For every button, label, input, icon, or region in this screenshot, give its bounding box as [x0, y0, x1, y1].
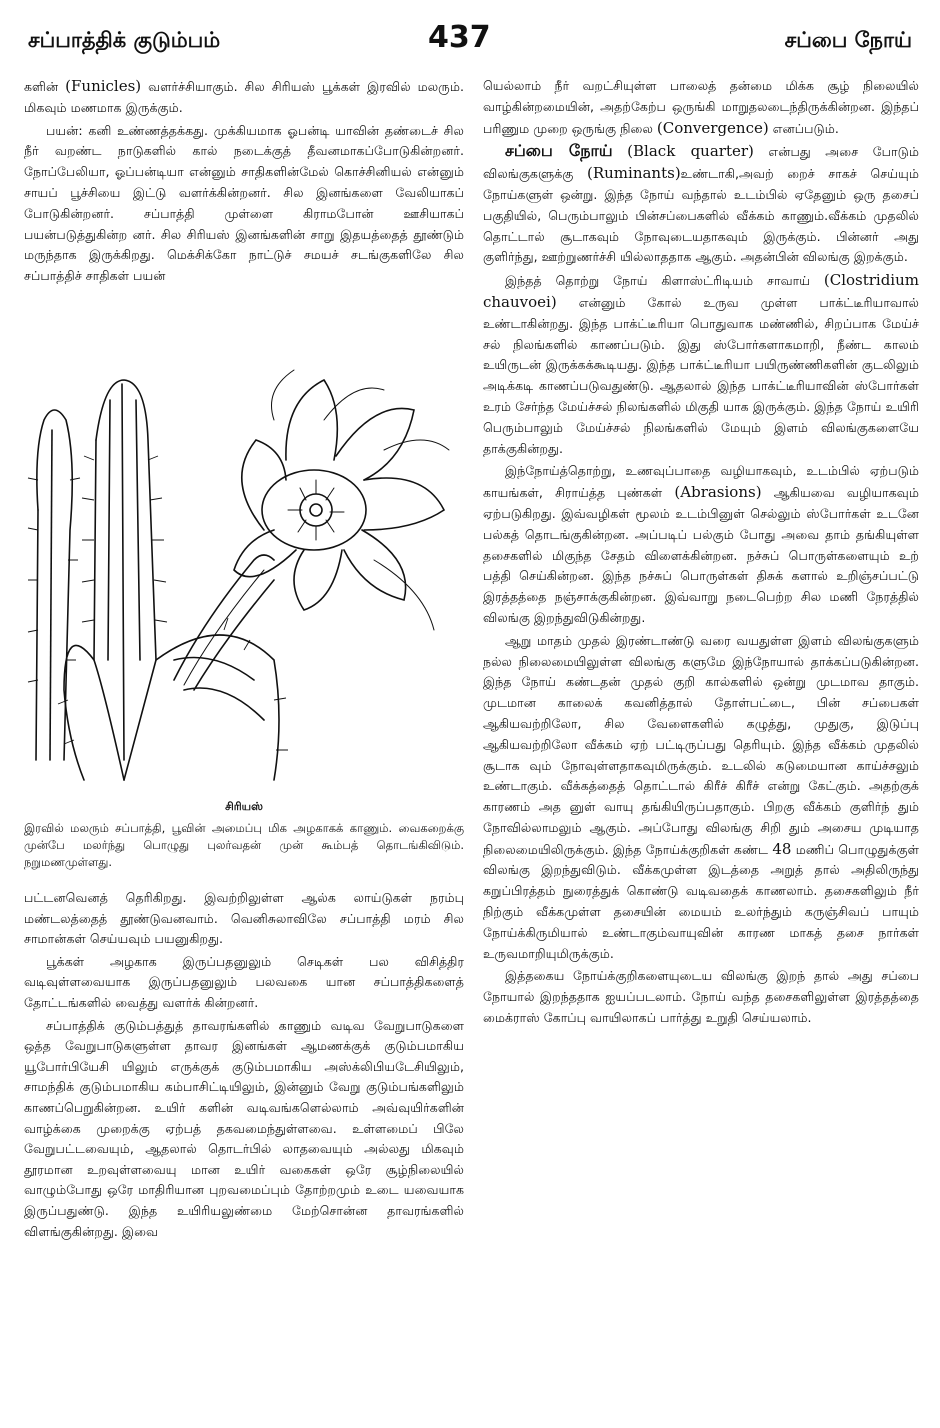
- header-right-title: சப்பை நோய்: [784, 28, 912, 52]
- latin-term: 48: [772, 839, 792, 858]
- text-run: என்னும் கோல் உருவ முள்ள பாக்ட்டீரியாவால் உண்டாகின்றது. இந்த பாக்ட்டீரியா பொதுவாக மண்ணில், சிறப்பாக மேய்ச் சல் நிலங்களில் காணப்படும். இது ஸ்போர்களாகமாறி, நீண்ட காலம் உயிருடன் இருக்கக்கூடியது. இந்த பாக்ட்டீரியா பயிருண்ணிகளின் குடலிலும் அடிக்கடி காணப்படுவதுண்டு. ஆதலால் இந்த பாக்ட்டீரியாவின் ஸ்போர்கள் உரம் சேர்ந்த மேய்ச்சல் நிலங்களில் மிகுதி யாக இருக்கும். இந்த நோய் உயிரி பெரும்பாலும் மேய்ச்சல் நிலங்களில் மேயும் இளம் விலங்குகளையே தாக்குகின்றது.: [483, 294, 919, 456]
- text-run: உண்டாகி,அவற் றைச் சாகச் செய்யும் நோய்களுள் ஒன்று. இந்த நோய் வந்தால் உடம்பில் ஏதேனும் ஒரு தசைப் பகுதியில், பெரும்பாலும் பின்சப்பைகளில் வீக்கம் காணும்.வீக்கம் முதலில் தொட்டால் சூடாகவும் நோவுடையதாகவும் இருக்கும். பின்னர் அது குளிர்ந்து, ஊற்றுணர்ச்சி யில்லாததாக ஆகும். அதன்பின் விலங்கு இறக்கும்.: [483, 166, 919, 265]
- latin-term: (Ruminants): [587, 164, 681, 183]
- paragraph: பட்டனவெனத் தெரிகிறது. இவற்றிலுள்ள ஆல்க லாய்டுகள் நரம்பு மண்டலத்தைத் தூண்டுவனவாம். வெனிசுலாவிலே சப்பாத்தி மரம் சில சாமான்கள் செய்யவும் பயனுகிறது.: [24, 890, 464, 947]
- text-run: என்பது அசை போடும் விலங்குகளுக்கு: [483, 144, 919, 182]
- paragraph: [483, 76, 919, 139]
- paragraph: இத்தகைய நோய்க்குறிகளையுடைய விலங்கு இறந் தால் அது சப்பை நோயால் இறந்ததாக ஐயப்படலாம். நோய் வந்த தசைகளிலுள்ள இரத்தத்தை மைக்ராஸ் கோப்பு வாயிலாகப் பார்த்து உறுதி செய்யலாம்.: [483, 968, 919, 1026]
- paragraph: [24, 76, 464, 119]
- paragraph: பூக்கள் அழகாக இருப்பதனுலும் செடிகள் பல விசித்திர வடிவுள்ளவையாக இருப்பதனுலும் பலவகை யான சப்பாத்திகளைத் தோட்டங்களில் வைத்து வளர்க் கின்றனர்.: [24, 953, 464, 1010]
- paragraph: [483, 461, 919, 628]
- paragraph: சப்பாத்திக் குடும்பத்துத் தாவரங்களில் காணும் வடிவ வேறுபாடுகளை ஒத்த வேறுபாடுகளுள்ள தாவர இனங்கள் ஆமணக்குக் குடும்பமாகிய யூபோர்பியேசி யிலும் எருக்குக் குடும்பமாகிய அஸ்க்லிபியடேசியிலும், சாமந்திக் குடும்பமாகிய கம்பாசிட்டியிலும், இன்னும் வேறு குடும்பங்களிலும் காணப்பெறுகின்றன. உயிர் களின் வடிவங்களெல்லாம் அவ்வுயிர்களின் வாழ்க்கை முறைக்கு ஏற்பத் தகவமைந்துள்ளவை. உள்ளமைப் பிலே வேறுபட்டவையும், ஆதலால் தொடர்பில் லாதவையும் அல்லது மிகவும் தூரமான உறவுள்ளவையு மான உயிர் வகைகள் ஒரே சூழ்நிலையில் வாழும்போது ஒரே மாதிரியான புறவமைப்பும் தோற்றமும் உடை யவையாக இருப்பதுண்டு. இந்த உயிரியலுண்மை மேற்சொன்ன தாவரங்களில் விளங்குகின்றது. இவை: [24, 1017, 464, 1239]
- latin-term: (Clostridium chauvoei): [483, 271, 919, 311]
- text-run: எனப்படும்.: [768, 120, 839, 136]
- paragraph: [483, 631, 919, 965]
- text-run: இந்தத் தொற்று நோய் கிளாஸ்ட்ரிடியம் சாவாய்: [505, 273, 824, 289]
- header-left-title: சப்பாத்திக் குடும்பம்: [28, 28, 221, 52]
- latin-term: (Convergence): [656, 118, 769, 137]
- entry-heading: சப்பை நோய்: [505, 141, 613, 161]
- text-run: களின்: [24, 79, 66, 94]
- paragraph: [483, 141, 919, 268]
- left-column-top: [24, 76, 464, 289]
- text-run: இந்நோய்த்தொற்று, உணவுப்பாதை வழியாகவும், உடம்பில் ஏற்படும் காயங்கள், சிராய்த்த புண்கள்: [483, 463, 919, 501]
- page-number: 437: [428, 20, 491, 55]
- latin-term: (Abrasions): [674, 483, 762, 502]
- text-run: ஆகியவை வழியாகவும் ஏற்படுகிறது. இவ்வழிகள் மூலம் உடம்பினுள் செல்லும் ஸ்போர்கள் உடனே பல்கத் தொடங்குகின்றன. அப்படிப் பல்கும் போது அவை தாம் தங்கியுள்ள தசைகளில் மிகுந்த சேதம் விளைக்கின்றன. நச்சுப் பொருள்களையும் உற் பத்தி செய்கின்றன. இந்த நச்சுப் பொருள்கள் திசுக் களால் உறிஞ்சப்பட்டு இரத்தத்தை நஞ்சாக்குகின்றன. இவ்வாறு நடைபெற்ற சில மணி நேரத்தில் விலங்கு இறந்துவிடுகின்றது.: [483, 485, 919, 625]
- paragraph: பயன்: கனி உண்ணத்தக்கது. முக்கியமாக ஓபன்டி யாவின் தண்டைச் சில நீர் வறண்ட நாடுகளில் கால் நடைக்குத் தீவனமாகப்போடுகின்றனர். நோப்பேலியா, ஓப்பன்டியா என்னும் சாதிகளின்மேல் கொச்சினியல் என்னும் சாயப் பூச்சியை இட்டு வளர்க்கின்றனர். சில இனங்களை வேலியாகப் போடுகின்றனர். சப்பாத்தி முள்ளை கிராமபோன் ஊசியாகப் பயன்படுத்துகின்ற னர். சில சிரியஸ் இனங்களின் சாறு இதயத்தைத் தூண்டும் மருந்தாக இருக்கிறது. மெக்சிக்கோ நாட்டுச் சமயச் சடங்குகளிலே சில சப்பாத்திச் சாதிகள் பயன்: [24, 122, 464, 284]
- page-header: [28, 20, 912, 60]
- latin-term: (Funicles): [65, 77, 142, 95]
- cactus-flower-drawing: [24, 360, 464, 800]
- left-column-bottom: [24, 888, 464, 1244]
- right-column: [483, 76, 919, 1031]
- paragraph: [483, 270, 919, 459]
- text-run: யெல்லாம் நீர் வறட்சியுள்ள பாலைத் தன்மை மிக்க சூழ் நிலையில் வாழ்கின்றமையின், அதற்கேற்ப ஒருங்கி மாறுதலடைந்திருக்கின்றன. இந்தப் பரிணும முறை ஒருங்கு நிலை: [483, 78, 919, 136]
- text-run: ஆறு மாதம் முதல் இரண்டாண்டு வரை வயதுள்ள இளம் விலங்குகளும் நல்ல நிலைமையிலுள்ள விலங்கு களுமே இந்நோயால் தாக்கப்படுகின்றன. இந்த நோய் கண்டதன் முதல் குறி கால்களில் ஒன்று முடமாவ தாகும். முடமான காலைக் கவனித்தால் தோள்பட்டை, பின் சப்பைகள் ஆகியவற்றிலோ, சில வேளைகளில் கழுத்து, முதுகு, இடுப்பு ஆகியவற்றிலோ வீக்கம் ஏற் பட்டிருப்பது தெரியும். இந்த வீக்கம் முதலில் சூடாக வும் நோவுள்ளதாகவுமிருக்கும். உடலில் கடுமையான காய்ச்சலும் உண்டாகும். வீக்கத்தைத் தொட்டால் கிரீச் கிரீச் என்று கேட்கும். அதற்குக் காரணம் அத னுள் வாயு தங்கியிருப்பதாகும். பிறகு வீக்கம் குளிர்ந் தும் நோவில்லாமலும் ஆகும். அப்போது விலங்கு சிறி தும் அசைய முடியாத நிலைமையிலிருக்கும். இந்த நோய்க்குறிகள் கண்ட: [483, 632, 919, 857]
- figure-title: சிரியஸ்: [225, 800, 263, 813]
- latin-term: (Black quarter): [627, 142, 754, 161]
- figure-caption: இரவில் மலரும் சப்பாத்தி, பூவின் அமைப்பு மிக அழகாகக் காணும். வைகறைக்கு முன்பே மலர்ந்து பொழுது புலர்வதன் முன் கூம்பத் தொடங்கிவிடும். நறுமணமுள்ளது.: [24, 821, 464, 869]
- text-run: மணிப் பொழுதுக்குள் விலங்கு இறந்துவிடும். வீக்கமுள்ள இடத்தை அறுத் தால் அதிலிருந்து கறுப்பிரத்தம் நுரைத்துக் கொண்டு வடிவதைக் காணலாம். தசைகளிலும் நீர் நிற்கும் வீக்கமுள்ள தசையின் மையம் உலர்ந்தும் கருஞ்சிவப் பாயும் நோய்க்கிருமியால் உண்டாகும்வாயுவின் காரண மாகத் தசை நார்கள் உருவமாறியுமிருக்கும்.: [483, 841, 919, 961]
- text-run: வளர்ச்சியாகும். சில சிரியஸ் பூக்கள் இரவில் மலரும். மிகவும் மணமாக இருக்கும்.: [24, 79, 464, 115]
- cereus-illustration: [24, 360, 464, 800]
